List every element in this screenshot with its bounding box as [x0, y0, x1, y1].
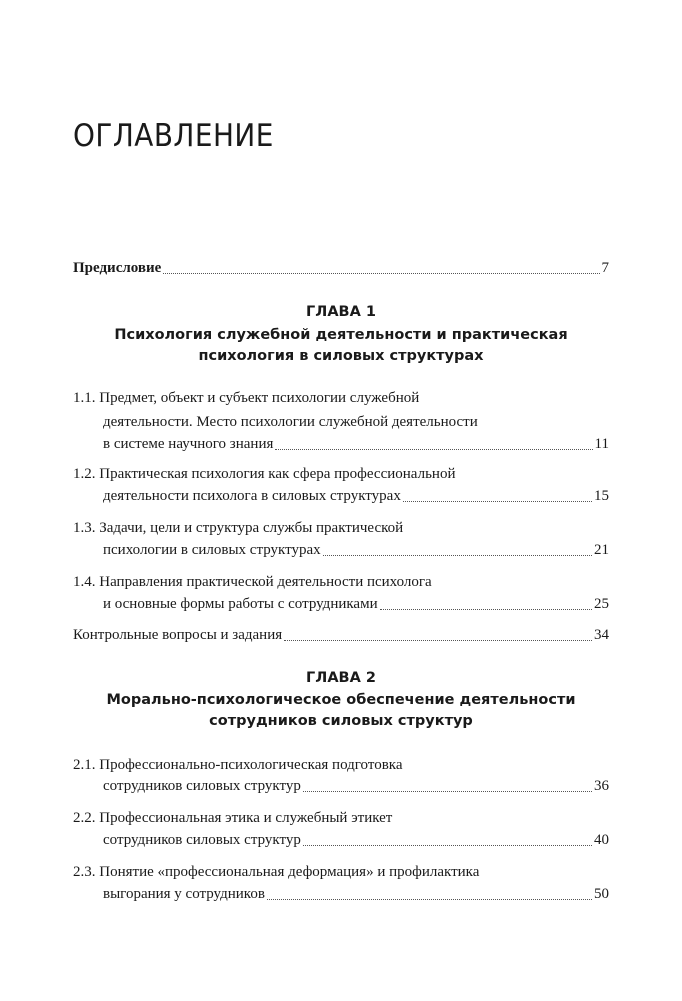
- toc-entry-text: 1.4. Направления практической деятельности психолога: [73, 574, 432, 590]
- chapter-heading: ГЛАВА 2: [306, 670, 376, 686]
- chapter-title-line: Психология служебной деятельности и практическая: [114, 327, 568, 343]
- toc-entry-label: психологии в силовых структурах: [103, 542, 321, 558]
- toc-entry-label: сотрудников силовых структур: [103, 832, 301, 848]
- dot-leader: [284, 640, 592, 641]
- dot-leader: [303, 845, 592, 846]
- toc-entry-label: Предисловие: [73, 260, 162, 276]
- toc-entry-label: и основные формы работы с сотрудниками: [103, 596, 378, 612]
- toc-page-number: 7: [601, 260, 609, 276]
- dot-leader: [403, 501, 592, 502]
- toc-entry-label: сотрудников силовых структур: [103, 778, 301, 794]
- toc-entry-1-3[interactable]: [103, 541, 609, 560]
- dot-leader: [267, 899, 592, 900]
- dot-leader: [380, 609, 592, 610]
- toc-entry-text: 2.2. Профессиональная этика и служебный этикет: [73, 810, 393, 826]
- dot-leader: [323, 555, 592, 556]
- toc-entry-text: 1.1. Предмет, объект и субъект психологии служебной: [73, 390, 420, 406]
- toc-page-number: 36: [594, 778, 609, 794]
- toc-entry-label: Контрольные вопросы и задания: [73, 627, 283, 643]
- toc-entry-label: выгорания у сотрудников: [103, 886, 265, 902]
- toc-entry-text: 2.3. Понятие «профессиональная деформация» и профилактика: [73, 864, 480, 880]
- toc-entry-1-2[interactable]: [103, 487, 609, 506]
- page-title: ОГЛАВЛЕНИЕ: [73, 118, 274, 154]
- dot-leader: [163, 273, 599, 274]
- toc-entry-1-1[interactable]: [103, 435, 609, 454]
- toc-entry-text: деятельности. Место психологии служебной деятельности: [103, 414, 478, 430]
- dot-leader: [275, 449, 592, 450]
- toc-page-number: 25: [594, 596, 609, 612]
- toc-page-number: 50: [594, 886, 609, 902]
- toc-entry-1-4[interactable]: [103, 595, 609, 614]
- toc-entry-2-3[interactable]: [103, 885, 609, 904]
- chapter-title-line: психология в силовых структурах: [198, 348, 484, 364]
- chapter-title-line: Морально-психологическое обеспечение деятельности: [106, 692, 576, 708]
- toc-page-number: 21: [594, 542, 609, 558]
- toc-entry-questions[interactable]: [73, 626, 609, 645]
- toc-entry-label: деятельности психолога в силовых структурах: [103, 488, 401, 504]
- chapter-title-line: сотрудников силовых структур: [209, 713, 473, 729]
- toc-entry-2-1[interactable]: [103, 777, 609, 796]
- dot-leader: [303, 791, 592, 792]
- toc-page-number: 15: [594, 488, 609, 504]
- toc-page-number: 34: [594, 627, 609, 643]
- toc-page-number: 40: [594, 832, 609, 848]
- toc-entry-preface[interactable]: [73, 259, 609, 278]
- toc-entry-text: 1.3. Задачи, цели и структура службы практической: [73, 520, 404, 536]
- chapter-heading: ГЛАВА 1: [306, 304, 376, 320]
- toc-entry-text: 2.1. Профессионально-психологическая подготовка: [73, 757, 403, 773]
- toc-page-number: 11: [594, 436, 609, 452]
- toc-entry-label: в системе научного знания: [103, 436, 274, 452]
- toc-entry-text: 1.2. Практическая психология как сфера профессиональной: [73, 466, 456, 482]
- toc-entry-2-2[interactable]: [103, 831, 609, 850]
